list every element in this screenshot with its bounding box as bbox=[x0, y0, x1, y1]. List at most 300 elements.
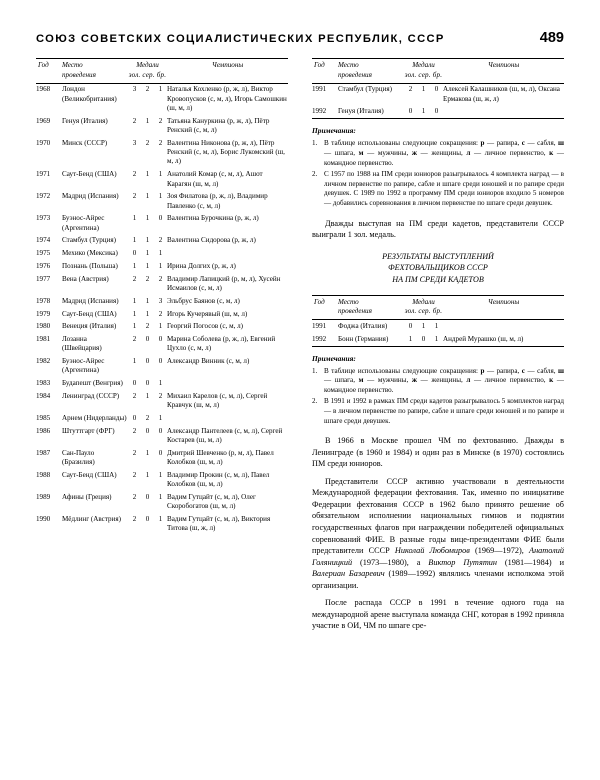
cell-place: Сан-Пауло (Бразилия) bbox=[62, 448, 95, 467]
table-row bbox=[312, 83, 564, 106]
cell-gold: 2 bbox=[132, 334, 137, 343]
cell-year: 1991 bbox=[312, 322, 327, 330]
juniors-results-table-continued bbox=[312, 58, 564, 119]
note-abbrev: с bbox=[521, 139, 525, 148]
note-number: 2. bbox=[312, 169, 318, 178]
col-header-medals-group bbox=[404, 61, 443, 80]
table-row bbox=[36, 321, 288, 334]
cell-place: Стамбул (Турция) bbox=[338, 85, 393, 94]
table-row bbox=[36, 412, 288, 425]
note-fragment: — личное первенство, bbox=[470, 148, 550, 157]
cell-gold: 1 bbox=[132, 236, 137, 245]
cell-silver: 1 bbox=[145, 116, 150, 125]
cell-year: 1992 bbox=[312, 334, 327, 343]
col-header-champions: Чемпионы bbox=[443, 295, 564, 320]
note-number: 1. bbox=[312, 139, 318, 148]
cell-gold: 1 bbox=[132, 214, 137, 223]
cell-silver: 1 bbox=[145, 470, 150, 479]
table-row bbox=[36, 260, 288, 273]
text-fragment: (1973—1980), а bbox=[352, 557, 429, 567]
cell-gold: 2 bbox=[132, 493, 137, 501]
note-fragment: — женщины, bbox=[417, 148, 467, 157]
cell-silver: 1 bbox=[145, 261, 150, 270]
cell-year: 1979 bbox=[36, 309, 51, 318]
cell-silver: 1 bbox=[145, 448, 150, 457]
cell-year: 1970 bbox=[36, 138, 51, 147]
note-fragment: — мужчины, bbox=[363, 376, 412, 385]
juniors-notes-list bbox=[312, 139, 564, 209]
cell-place: Вена (Австрия) bbox=[62, 274, 109, 283]
cell-silver: 1 bbox=[145, 296, 150, 305]
cell-champions: Александр Винник (с, м, л) bbox=[167, 357, 250, 366]
cell-champions: Алексей Калашников (ш, м, л), Оксана Ермакова (ш, ж, л) bbox=[443, 85, 560, 103]
col-header-year: Год bbox=[36, 59, 62, 84]
cell-year: 1985 bbox=[36, 413, 51, 422]
note-fragment: — личное первенство, bbox=[470, 376, 550, 385]
body-paragraph bbox=[312, 476, 564, 591]
col-header-place-line1: Место bbox=[62, 61, 83, 70]
cadets-results-table bbox=[312, 295, 564, 347]
cell-year: 1980 bbox=[36, 322, 51, 331]
note-fragment: — женщины, bbox=[417, 376, 467, 385]
col-header-place-line1: Место bbox=[338, 298, 359, 306]
cell-champions: Игорь Кучерявый (ш, м, л) bbox=[167, 309, 248, 318]
cell-place: Стамбул (Турция) bbox=[62, 236, 117, 245]
cell-silver: 2 bbox=[145, 322, 150, 331]
cell-champions: Анатолий Комар (с, м, л), Ашот Карагян (ш, м, л) bbox=[167, 170, 263, 188]
cell-year: 1986 bbox=[36, 426, 51, 435]
note-fragment: С 1957 по 1988 на ПМ среди юниоров разыгрывалось 4 комплекта наград — в личном первенстве по рапире, сабле и шпаге среди юношей и по рапире среди девушек. С 1989 по 1992 в программу ПМ среди юниоров входило 5 номеров — добавились соревнования в личном первенстве по шпаге среди девушек. bbox=[324, 169, 564, 208]
note-abbrev: к bbox=[549, 376, 554, 385]
cadets-title-line1: РЕЗУЛЬТАТЫ ВЫСТУПЛЕНИЙ bbox=[382, 251, 494, 261]
cell-silver: 1 bbox=[421, 85, 426, 94]
note-abbrev: ш bbox=[558, 366, 565, 375]
person-name: Виктор Путятин bbox=[428, 557, 498, 567]
cell-year: 1983 bbox=[36, 379, 51, 388]
cell-champions: Вадим Гутцайт (с, м, л), Олег Скоробогатов (ш, м, л) bbox=[167, 493, 256, 511]
cell-place: Ленинград (СССР) bbox=[62, 391, 120, 400]
col-header-medals bbox=[128, 59, 167, 84]
note-fragment: В таблице использованы следующие сокращения: bbox=[324, 366, 481, 375]
note-fragment: — командное первенство. bbox=[324, 376, 564, 395]
cell-place: Штуттгарт (ФРГ) bbox=[62, 426, 115, 435]
table-header-row bbox=[312, 59, 564, 84]
cell-champions: Вадим Гутцайт (с, м, л), Виктория Титова (ш, ж, л) bbox=[167, 515, 271, 533]
cell-year: 1988 bbox=[36, 470, 51, 479]
note-fragment: — командное первенство. bbox=[324, 148, 564, 167]
note-fragment: — шпага, bbox=[324, 376, 359, 385]
cell-gold: 1 bbox=[132, 261, 137, 270]
note-item bbox=[312, 397, 564, 426]
note-fragment: — рапира, bbox=[484, 366, 522, 375]
table-row bbox=[312, 333, 564, 346]
cell-silver: 0 bbox=[145, 379, 150, 388]
table-row bbox=[36, 213, 288, 235]
cell-year: 1977 bbox=[36, 274, 51, 283]
cell-year: 1978 bbox=[36, 296, 51, 305]
cell-year: 1984 bbox=[36, 391, 51, 400]
table-row bbox=[36, 513, 288, 535]
col-header-place bbox=[338, 295, 404, 320]
cell-gold: 1 bbox=[132, 322, 137, 331]
cadets-table-foot bbox=[312, 346, 564, 347]
cadets-table-head bbox=[312, 295, 564, 320]
note-abbrev: ж bbox=[411, 148, 418, 157]
note-abbrev: р bbox=[480, 139, 485, 148]
page-title: СОЮЗ СОВЕТСКИХ СОЦИАЛИСТИЧЕСКИХ РЕСПУБЛИК, СССР bbox=[36, 33, 445, 45]
cell-gold: 2 bbox=[132, 116, 137, 125]
cell-place: Мёдлинг (Австрия) bbox=[62, 515, 121, 524]
note-abbrev: л bbox=[466, 148, 471, 157]
cell-place: Бонн (Германия) bbox=[338, 334, 389, 343]
cell-gold: 1 bbox=[132, 357, 137, 366]
cell-gold: 2 bbox=[132, 426, 137, 435]
cell-gold: 1 bbox=[132, 309, 137, 318]
table-row bbox=[36, 377, 288, 390]
body-paragraph bbox=[312, 435, 564, 470]
col-header-medals-line2: зол. сер. бр. bbox=[404, 70, 443, 79]
table-row bbox=[36, 169, 288, 191]
cell-place: Познань (Польша) bbox=[62, 261, 118, 270]
page-number: 489 bbox=[539, 30, 564, 46]
table-row bbox=[36, 308, 288, 321]
cell-place: Мехико (Мексика) bbox=[62, 249, 118, 258]
cell-place: Генуя (Италия) bbox=[338, 107, 384, 116]
cell-bronze: 2 bbox=[158, 309, 163, 318]
cell-bronze: 1 bbox=[158, 85, 163, 94]
cell-gold: 0 bbox=[408, 322, 413, 330]
note-text bbox=[324, 139, 564, 168]
text-fragment: (1981—1984) и bbox=[497, 557, 564, 567]
note-abbrev: к bbox=[549, 148, 554, 157]
cell-place: Фоджа (Италия) bbox=[338, 322, 388, 330]
col-header-place-line2: проведения bbox=[338, 307, 372, 316]
cell-gold: 2 bbox=[132, 274, 137, 283]
col-header-place bbox=[338, 59, 404, 84]
cell-bronze: 0 bbox=[158, 448, 163, 457]
juniors-cont-table-body bbox=[312, 83, 564, 119]
cell-year: 1987 bbox=[36, 448, 51, 457]
cell-silver: 2 bbox=[145, 85, 150, 94]
cell-place: Генуя (Италия) bbox=[62, 116, 108, 125]
cell-year: 1973 bbox=[36, 214, 51, 223]
body-paragraph bbox=[312, 597, 564, 632]
cell-silver: 1 bbox=[145, 249, 150, 258]
cell-champions: Эльбрус Баянов (с, м, л) bbox=[167, 296, 240, 305]
col-header-medals bbox=[404, 295, 443, 320]
cell-gold: 0 bbox=[408, 107, 413, 116]
cadets-table-body bbox=[312, 320, 564, 346]
cell-bronze: 0 bbox=[158, 334, 163, 343]
cell-bronze: 1 bbox=[158, 515, 163, 524]
cell-silver: 0 bbox=[421, 334, 426, 343]
table-row bbox=[36, 115, 288, 137]
cell-gold: 2 bbox=[132, 192, 137, 201]
cell-silver: 0 bbox=[145, 493, 150, 501]
cell-bronze: 2 bbox=[158, 391, 163, 400]
cell-silver: 1 bbox=[145, 170, 150, 179]
cell-gold: 1 bbox=[132, 296, 137, 305]
cell-place: Саут-Бенд (США) bbox=[62, 309, 117, 318]
cell-gold: 0 bbox=[132, 413, 137, 422]
cell-place: Минск (СССР) bbox=[62, 138, 108, 147]
note-abbrev: р bbox=[480, 366, 485, 375]
cell-place: Саут-Бенд (США) bbox=[62, 470, 117, 479]
juniors-table-body bbox=[36, 83, 288, 536]
cell-place: Лондон (Великобритания) bbox=[62, 85, 117, 103]
cell-gold: 2 bbox=[132, 391, 137, 400]
cell-year: 1972 bbox=[36, 192, 51, 201]
table-row bbox=[36, 83, 288, 115]
cell-year: 1974 bbox=[36, 236, 51, 245]
cell-bronze: 1 bbox=[158, 192, 163, 201]
cell-place: Арнем (Нидерланды) bbox=[62, 413, 127, 422]
cell-silver: 1 bbox=[145, 192, 150, 201]
note-fragment: В 1991 и 1992 в рамках ПМ среди кадетов разыгрывалось 5 комплектов наград — в личном первенстве по рапире, сабле и шпаге среди юношей и по рапире и шпаге среди девушек. bbox=[324, 397, 564, 425]
cell-gold: 2 bbox=[132, 170, 137, 179]
col-header-place-line1: Место bbox=[338, 61, 359, 70]
cell-gold: 3 bbox=[132, 138, 137, 147]
cell-gold: 2 bbox=[132, 448, 137, 457]
col-header-medals-line1: Медали bbox=[136, 61, 159, 70]
running-head bbox=[36, 30, 564, 46]
juniors-table-head bbox=[36, 59, 288, 84]
cell-gold: 2 bbox=[132, 470, 137, 479]
note-text bbox=[324, 170, 564, 209]
table-row bbox=[312, 320, 564, 333]
cadets-intro-paragraph: Дважды выступая на ПМ среди кадетов, представители СССР выиграли 1 зол. медаль. bbox=[312, 218, 564, 240]
cell-place: Мадрид (Испания) bbox=[62, 296, 119, 305]
cell-place: Саут-Бенд (США) bbox=[62, 170, 117, 179]
note-abbrev: ш bbox=[558, 139, 565, 148]
cell-champions: Андрей Мурашко (ш, м, л) bbox=[443, 334, 524, 343]
cell-gold: 0 bbox=[132, 379, 137, 388]
juniors-results-table bbox=[36, 58, 288, 536]
cell-bronze: 0 bbox=[434, 107, 439, 116]
cell-bronze: 1 bbox=[158, 493, 163, 501]
cell-silver: 1 bbox=[145, 309, 150, 318]
cell-silver: 1 bbox=[145, 214, 150, 223]
cell-silver: 2 bbox=[145, 413, 150, 422]
col-header-medals-line1: Медали bbox=[412, 61, 435, 70]
cell-champions: Георгий Погосов (с, м, л) bbox=[167, 322, 244, 331]
note-abbrev: л bbox=[466, 376, 471, 385]
cell-champions: Александр Пантелеев (с, м, л), Сергей Костарев (ш, м, л) bbox=[167, 426, 283, 445]
cell-bronze: 0 bbox=[158, 426, 163, 435]
col-header-year: Год bbox=[312, 59, 338, 84]
col-header-champions: Чемпионы bbox=[443, 59, 564, 84]
cell-bronze: 0 bbox=[158, 357, 163, 366]
cell-silver: 1 bbox=[145, 391, 150, 400]
table-row bbox=[36, 137, 288, 168]
note-fragment: — рапира, bbox=[484, 139, 522, 148]
note-text bbox=[324, 367, 564, 396]
text-fragment: Представители СССР активно участвовали в деятельности Международной федерации фехтования. Так, именно по инициативе Федерации фехтования СССР в 1962 было принято решение об обязательном исполнении национальных гимнов и поднятии государственных флагов при награждении победителей официальных соревнований ФИЕ. В разные годы вице-президентами ФИЕ были представители СССР bbox=[312, 476, 564, 556]
note-item bbox=[312, 170, 564, 209]
text-fragment: (1969—1972), bbox=[469, 546, 530, 556]
cadets-table-title bbox=[312, 251, 564, 286]
spacer bbox=[312, 211, 564, 218]
cell-bronze: 1 bbox=[158, 379, 163, 388]
cadets-notes bbox=[312, 354, 564, 427]
note-fragment: — сабля, bbox=[524, 366, 559, 375]
cell-champions: Ирина Долгих (р, ж, л) bbox=[167, 261, 236, 270]
cell-champions: Владимир Лапицкий (р, м, л), Хусейн Исмаилов (с, м, л) bbox=[167, 274, 281, 293]
cell-place: Буэнос-Айрес (Аргентина) bbox=[62, 214, 105, 232]
cell-champions: Владимир Прокин (с, м, л), Павел Колобков (ш, м, л) bbox=[167, 470, 270, 489]
table-row bbox=[36, 447, 288, 469]
cadets-notes-list bbox=[312, 367, 564, 427]
cell-champions: Татьяна Кануркина (р, ж, л), Пётр Ренский (с, м, л) bbox=[167, 116, 270, 134]
cell-champions: Марина Соболева (р, ж, л), Евгений Цухло (с, м, л) bbox=[167, 334, 276, 353]
cell-champions bbox=[167, 412, 288, 425]
cell-bronze: 2 bbox=[158, 236, 163, 245]
col-header-medals-group bbox=[404, 298, 443, 317]
cell-champions: Дмитрий Шевченко (р, м, л), Павел Колобков (ш, м, л) bbox=[167, 448, 274, 467]
cell-champions: Зоя Филатова (р, ж, л), Владимир Павленко (с, м, л) bbox=[167, 192, 268, 210]
table-bottom-rule bbox=[312, 119, 564, 120]
cell-bronze: 0 bbox=[158, 214, 163, 223]
cell-place: Мадрид (Испания) bbox=[62, 192, 119, 201]
cell-year: 1982 bbox=[36, 357, 51, 366]
cell-place: Лозанна (Швейцария) bbox=[62, 334, 102, 353]
cell-year: 1992 bbox=[312, 107, 327, 116]
table-row bbox=[36, 390, 288, 412]
cell-bronze: 1 bbox=[158, 249, 163, 258]
cell-gold: 1 bbox=[408, 334, 413, 343]
table-row bbox=[36, 425, 288, 447]
col-header-medals-line1: Медали bbox=[412, 298, 435, 306]
note-fragment: — мужчины, bbox=[363, 148, 412, 157]
note-abbrev: ж bbox=[411, 376, 418, 385]
text-fragment: (1989—1992) являлись членами исполкома этой организации. bbox=[312, 569, 564, 590]
juniors-notes-title: Примечания: bbox=[312, 126, 356, 136]
note-number: 1. bbox=[312, 366, 318, 375]
person-name: Николай Любомиров bbox=[394, 546, 470, 556]
cell-silver: 2 bbox=[145, 138, 150, 147]
note-abbrev: с bbox=[521, 366, 525, 375]
cell-year: 1989 bbox=[36, 493, 51, 501]
cell-silver: 0 bbox=[145, 515, 150, 524]
table-bottom-rule bbox=[312, 346, 564, 347]
table-header-row bbox=[36, 59, 288, 84]
cell-bronze: 2 bbox=[158, 274, 163, 283]
cell-bronze: 1 bbox=[158, 413, 163, 422]
cell-year: 1990 bbox=[36, 515, 51, 524]
table-row bbox=[36, 469, 288, 491]
cell-gold: 3 bbox=[132, 85, 137, 94]
table-row bbox=[36, 491, 288, 513]
table-header-row bbox=[312, 295, 564, 320]
cell-gold: 0 bbox=[132, 249, 137, 258]
cell-champions bbox=[443, 320, 564, 333]
col-header-year: Год bbox=[312, 295, 338, 320]
cell-champions: Валентина Сидорова (р, ж, л) bbox=[167, 236, 256, 245]
table-row bbox=[36, 235, 288, 248]
cell-silver: 0 bbox=[145, 426, 150, 435]
cell-place: Буэнос-Айрес (Аргентина) bbox=[62, 357, 105, 375]
cell-bronze: 1 bbox=[158, 170, 163, 179]
cell-silver: 1 bbox=[145, 236, 150, 245]
note-item bbox=[312, 367, 564, 396]
note-fragment: В таблице использованы следующие сокращения: bbox=[324, 139, 481, 148]
cell-bronze: 1 bbox=[158, 261, 163, 270]
cell-champions bbox=[443, 106, 564, 119]
cell-bronze: 3 bbox=[158, 296, 163, 305]
cadets-title-line3: НА ПМ СРЕДИ КАДЕТОВ bbox=[392, 275, 484, 285]
note-fragment: — сабля, bbox=[524, 139, 559, 148]
col-header-medals-group bbox=[128, 61, 167, 80]
col-header-medals-line2: зол. сер. бр. bbox=[128, 70, 167, 79]
cell-place: Афины (Греция) bbox=[62, 493, 112, 501]
cell-place: Будапешт (Венгрия) bbox=[62, 379, 123, 388]
cell-champions bbox=[167, 248, 288, 261]
cadets-title-line2: ФЕХТОВАЛЬЩИКОВ СССР bbox=[388, 263, 488, 273]
note-fragment: — шпага, bbox=[324, 148, 359, 157]
table-row bbox=[36, 248, 288, 261]
cell-bronze: 1 bbox=[434, 322, 439, 330]
left-column bbox=[36, 58, 288, 536]
col-header-medals bbox=[404, 59, 443, 84]
cell-champions: Валентина Бурочкина (р, ж, л) bbox=[167, 214, 259, 223]
closing-paragraphs bbox=[312, 435, 564, 632]
juniors-cont-table-foot bbox=[312, 119, 564, 120]
table-row bbox=[312, 106, 564, 119]
cell-year: 1975 bbox=[36, 249, 51, 258]
cell-champions: Наталья Кохленко (р, ж, л), Виктор Кровопусков (с, м, л), Игорь Самошкин (ш, м, л) bbox=[167, 85, 287, 112]
note-abbrev: м bbox=[358, 148, 364, 157]
cell-champions: Валентина Никонова (р, ж, л), Пётр Ренский (с, м, л), Борис Лукомский (ш, м, л) bbox=[167, 138, 285, 166]
text-fragment: После распада СССР в 1991 в течение одного года на международной арене выступала команда СНГ, которая в 1992 приняла участие в ОИ, ЧМ по шпаге сре- bbox=[312, 598, 564, 631]
cell-year: 1969 bbox=[36, 116, 51, 125]
cell-year: 1976 bbox=[36, 261, 51, 270]
cell-bronze: 2 bbox=[158, 138, 163, 147]
person-name: Валериан Базаревич bbox=[312, 569, 385, 579]
cell-silver: 0 bbox=[145, 334, 150, 343]
cell-year: 1971 bbox=[36, 170, 51, 179]
note-text bbox=[324, 397, 564, 426]
cell-silver: 2 bbox=[145, 274, 150, 283]
cell-bronze: 1 bbox=[434, 334, 439, 343]
cell-silver: 0 bbox=[145, 357, 150, 366]
juniors-notes bbox=[312, 126, 564, 209]
cell-bronze: 2 bbox=[158, 116, 163, 125]
note-item bbox=[312, 139, 564, 168]
cell-champions bbox=[167, 377, 288, 390]
table-row bbox=[36, 355, 288, 377]
cell-champions: Михаил Карелов (с, м, л), Сергей Кравчук (ш, м, л) bbox=[167, 391, 268, 410]
text-fragment: В 1966 в Москве прошел ЧМ по фехтованию. Дважды в Ленинграде (в 1960 и 1984) и один раз в Минске (в 1970) состоялись ПМ среди юниоров. bbox=[312, 436, 564, 469]
cell-gold: 2 bbox=[132, 515, 137, 524]
right-column bbox=[312, 58, 564, 638]
spacer bbox=[312, 428, 564, 435]
table-row bbox=[36, 333, 288, 355]
col-header-champions: Чемпионы bbox=[167, 59, 288, 84]
note-number: 2. bbox=[312, 397, 318, 406]
cell-bronze: 0 bbox=[434, 85, 439, 94]
cadets-notes-title: Примечания: bbox=[312, 353, 356, 363]
cell-silver: 1 bbox=[421, 107, 426, 116]
table-row bbox=[36, 273, 288, 295]
col-header-place-line2: проведения bbox=[338, 70, 372, 79]
cell-bronze: 1 bbox=[158, 322, 163, 331]
col-header-place bbox=[62, 59, 128, 84]
cell-silver: 1 bbox=[421, 322, 426, 330]
table-row bbox=[36, 295, 288, 308]
cell-year: 1981 bbox=[36, 334, 51, 343]
juniors-cont-table-head bbox=[312, 59, 564, 84]
cell-place: Венеция (Италия) bbox=[62, 322, 117, 331]
